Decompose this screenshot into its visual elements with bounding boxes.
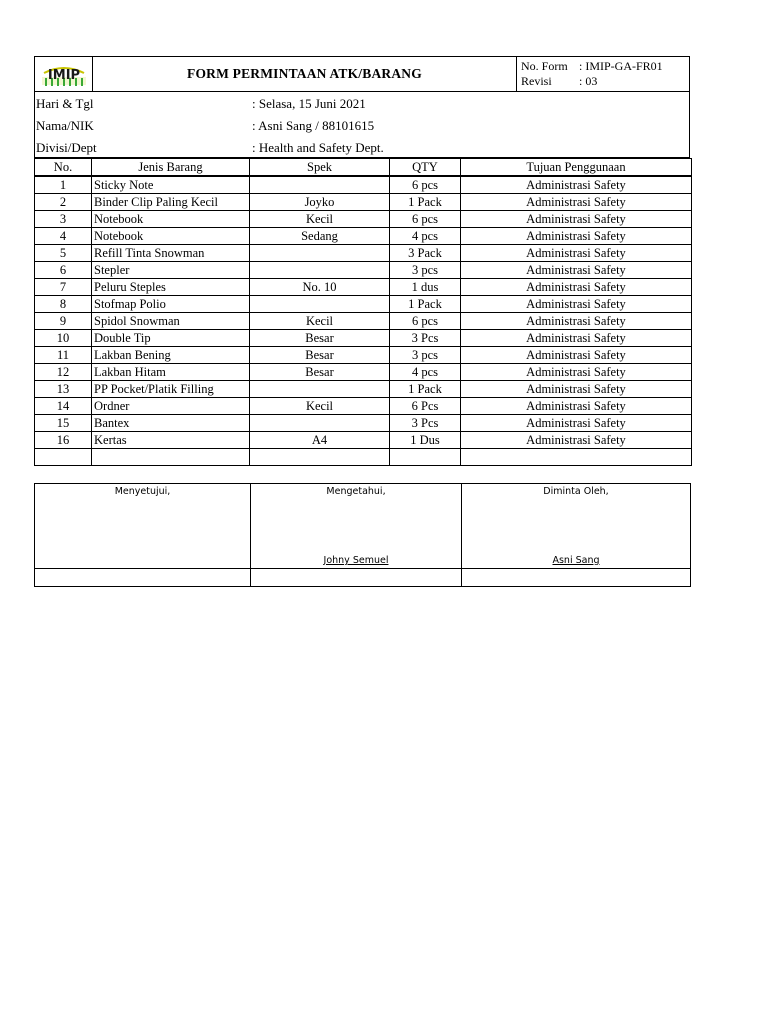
cell-qty: 3 pcs [390, 347, 461, 364]
table-row [35, 279, 692, 296]
form-header [34, 56, 690, 92]
requested-by-title: Diminta Oleh, [462, 484, 691, 502]
signature-space-row [35, 501, 691, 569]
cell-item: PP Pocket/Platik Filling [92, 381, 250, 398]
cell-qty: 3 Pcs [390, 330, 461, 347]
cell-spec [250, 381, 390, 398]
cell-spec: No. 10 [250, 279, 390, 296]
cell-spec: Joyko [250, 194, 390, 211]
cell-spec [250, 296, 390, 313]
cell-no: 10 [35, 330, 92, 347]
cell-purpose: Administrasi Safety [461, 330, 692, 347]
cell-item: Notebook [92, 228, 250, 245]
cell-no: 4 [35, 228, 92, 245]
cell-no: 8 [35, 296, 92, 313]
logo-text: IMIP [47, 68, 80, 83]
form-number-row [521, 59, 689, 74]
cell-no: 14 [35, 398, 92, 415]
requester-info [34, 92, 690, 158]
cell-qty: 1 dus [390, 279, 461, 296]
acknowledged-by-signature [251, 501, 462, 569]
cell-purpose: Administrasi Safety [461, 279, 692, 296]
cell-purpose: Administrasi Safety [461, 432, 692, 449]
cell-no: 11 [35, 347, 92, 364]
form-meta [516, 57, 689, 91]
cell-spec [250, 262, 390, 279]
cell-purpose [461, 449, 692, 466]
cell-qty: 4 pcs [390, 364, 461, 381]
cell-purpose: Administrasi Safety [461, 415, 692, 432]
info-row-date [35, 94, 689, 116]
revision-value: : 03 [579, 74, 598, 88]
approved-by-signature [35, 501, 251, 569]
form-number-value: : IMIP-GA-FR01 [579, 59, 663, 73]
requested-by-date [462, 569, 691, 587]
cell-qty: 6 pcs [390, 313, 461, 330]
table-row [35, 398, 692, 415]
requested-by-signature [462, 501, 691, 569]
column-header-spec: Spek [250, 159, 390, 177]
table-row [35, 432, 692, 449]
column-header-purpose: Tujuan Penggunaan [461, 159, 692, 177]
cell-item: Spidol Snowman [92, 313, 250, 330]
revision-row [521, 74, 689, 89]
cell-no: 16 [35, 432, 92, 449]
cell-no: 1 [35, 176, 92, 194]
cell-spec: A4 [250, 432, 390, 449]
cell-qty: 6 pcs [390, 211, 461, 228]
cell-purpose: Administrasi Safety [461, 296, 692, 313]
signature-date-row [35, 569, 691, 587]
cell-item: Kertas [92, 432, 250, 449]
cell-qty: 1 Pack [390, 381, 461, 398]
table-row [35, 262, 692, 279]
table-row [35, 194, 692, 211]
cell-spec [250, 245, 390, 262]
form-number-label: No. Form [521, 59, 568, 73]
imip-logo-icon [40, 61, 88, 87]
info-row-name [35, 116, 689, 138]
approved-by-title: Menyetujui, [35, 484, 251, 502]
cell-item [92, 449, 250, 466]
table-row [35, 228, 692, 245]
cell-spec: Besar [250, 347, 390, 364]
cell-item: Notebook [92, 211, 250, 228]
cell-purpose: Administrasi Safety [461, 245, 692, 262]
cell-purpose: Administrasi Safety [461, 347, 692, 364]
name-label: Nama/NIK [36, 118, 94, 133]
table-row [35, 176, 692, 194]
cell-purpose: Administrasi Safety [461, 381, 692, 398]
cell-spec [250, 415, 390, 432]
cell-item: Lakban Bening [92, 347, 250, 364]
cell-qty: 4 pcs [390, 228, 461, 245]
cell-qty: 3 Pack [390, 245, 461, 262]
cell-item: Refill Tinta Snowman [92, 245, 250, 262]
items-table [34, 158, 692, 466]
cell-no: 5 [35, 245, 92, 262]
table-row [35, 415, 692, 432]
division-value: : Health and Safety Dept. [252, 140, 384, 155]
table-row [35, 211, 692, 228]
cell-item: Bantex [92, 415, 250, 432]
cell-item: Stepler [92, 262, 250, 279]
cell-item: Ordner [92, 398, 250, 415]
cell-qty: 3 pcs [390, 262, 461, 279]
cell-item: Lakban Hitam [92, 364, 250, 381]
form-title: FORM PERMINTAAN ATK/BARANG [187, 66, 422, 81]
cell-spec [250, 176, 390, 194]
signature-title-row [35, 484, 691, 502]
table-row [35, 330, 692, 347]
cell-no: 6 [35, 262, 92, 279]
acknowledged-by-name: Johny Semuel [323, 555, 389, 566]
cell-purpose: Administrasi Safety [461, 176, 692, 194]
items-table-body [35, 176, 692, 466]
table-header-row [35, 159, 692, 177]
cell-qty [390, 449, 461, 466]
cell-spec: Kecil [250, 211, 390, 228]
cell-purpose: Administrasi Safety [461, 262, 692, 279]
cell-no: 12 [35, 364, 92, 381]
signature-table [34, 483, 691, 587]
table-row [35, 381, 692, 398]
cell-item: Peluru Steples [92, 279, 250, 296]
cell-no [35, 449, 92, 466]
cell-purpose: Administrasi Safety [461, 228, 692, 245]
cell-item: Stofmap Polio [92, 296, 250, 313]
cell-purpose: Administrasi Safety [461, 398, 692, 415]
cell-purpose: Administrasi Safety [461, 313, 692, 330]
table-row [35, 296, 692, 313]
cell-purpose: Administrasi Safety [461, 364, 692, 381]
cell-item: Binder Clip Paling Kecil [92, 194, 250, 211]
request-form [34, 56, 690, 587]
division-label: Divisi/Dept [36, 140, 97, 155]
table-row [35, 313, 692, 330]
table-row [35, 364, 692, 381]
date-value: : Selasa, 15 Juni 2021 [252, 96, 366, 111]
acknowledged-by-date [251, 569, 462, 587]
cell-no: 2 [35, 194, 92, 211]
column-header-no: No. [35, 159, 92, 177]
column-header-qty: QTY [390, 159, 461, 177]
table-row [35, 347, 692, 364]
cell-item: Double Tip [92, 330, 250, 347]
cell-qty: 3 Pcs [390, 415, 461, 432]
cell-spec [250, 449, 390, 466]
cell-qty: 6 pcs [390, 176, 461, 194]
name-value: : Asni Sang / 88101615 [252, 118, 375, 133]
cell-no: 3 [35, 211, 92, 228]
requested-by-name: Asni Sang [552, 555, 600, 566]
approved-by-date [35, 569, 251, 587]
cell-no: 7 [35, 279, 92, 296]
cell-spec: Besar [250, 330, 390, 347]
table-row [35, 449, 692, 466]
cell-qty: 6 Pcs [390, 398, 461, 415]
column-header-item: Jenis Barang [92, 159, 250, 177]
cell-purpose: Administrasi Safety [461, 194, 692, 211]
cell-qty: 1 Pack [390, 194, 461, 211]
cell-no: 13 [35, 381, 92, 398]
cell-spec: Sedang [250, 228, 390, 245]
cell-spec: Kecil [250, 398, 390, 415]
cell-spec: Kecil [250, 313, 390, 330]
date-label: Hari & Tgl [36, 96, 94, 111]
cell-qty: 1 Dus [390, 432, 461, 449]
cell-no: 9 [35, 313, 92, 330]
info-row-division [35, 138, 689, 160]
revision-label: Revisi [521, 74, 552, 88]
cell-purpose: Administrasi Safety [461, 211, 692, 228]
cell-qty: 1 Pack [390, 296, 461, 313]
table-row [35, 245, 692, 262]
cell-item: Sticky Note [92, 176, 250, 194]
company-logo [35, 57, 93, 91]
acknowledged-by-title: Mengetahui, [251, 484, 462, 502]
cell-no: 15 [35, 415, 92, 432]
cell-spec: Besar [250, 364, 390, 381]
